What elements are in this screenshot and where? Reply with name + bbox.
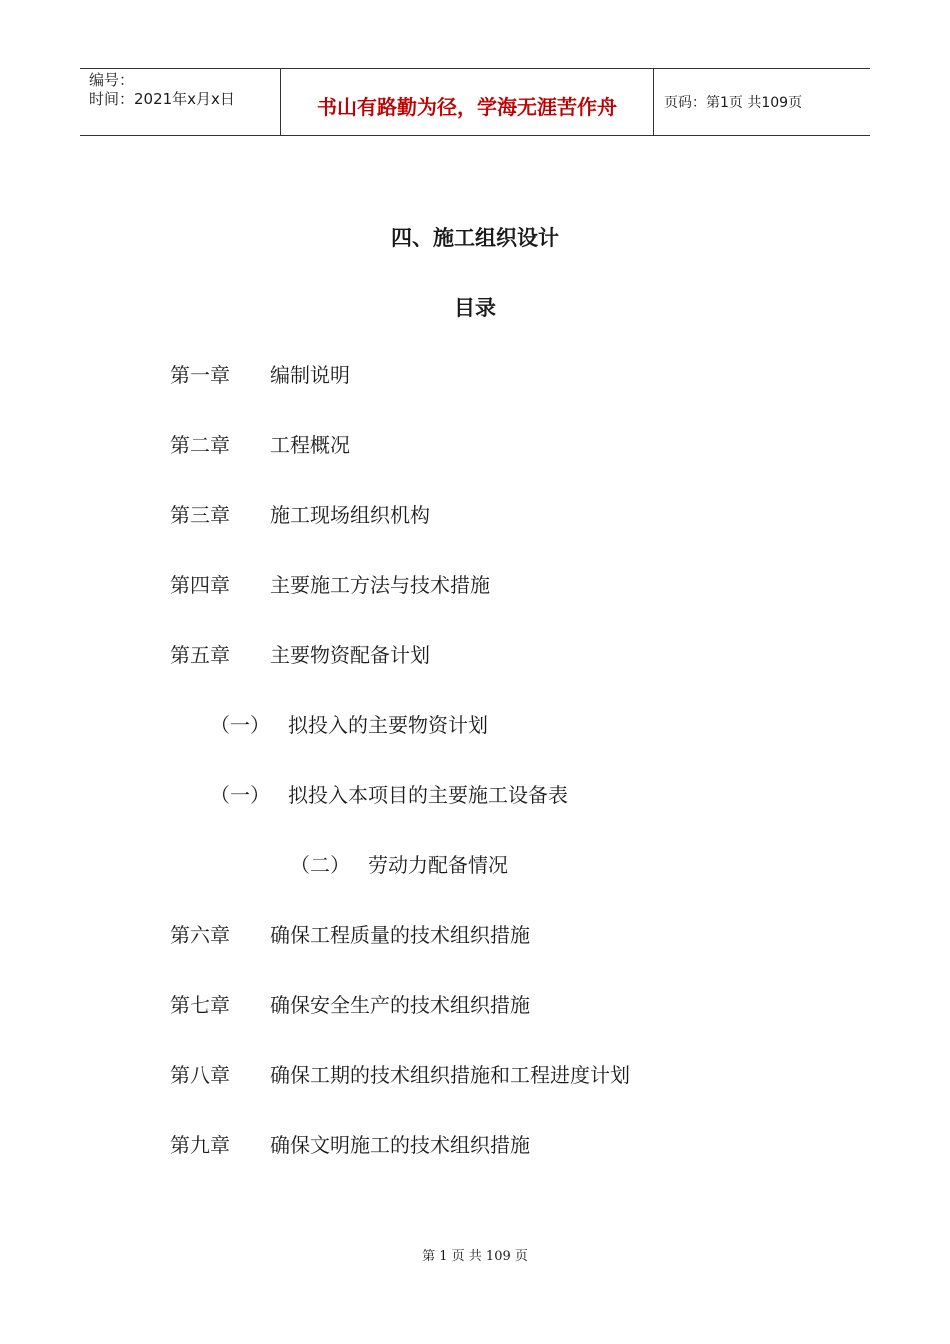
toc-item-number: 第一章	[170, 363, 230, 387]
toc-item-label: 拟投入的主要物资计划	[288, 713, 488, 737]
toc-item-number: （二）	[290, 853, 350, 877]
toc-item	[170, 1062, 630, 1088]
toc-item-label: 工程概况	[270, 433, 350, 457]
toc-item-number: 第七章	[170, 993, 230, 1017]
toc-subitem	[210, 712, 488, 738]
toc-item-number: （一）	[210, 783, 270, 807]
toc-item-label: 主要施工方法与技术措施	[270, 573, 490, 597]
toc-item	[170, 922, 530, 948]
document-title: 四、施工组织设计	[391, 226, 559, 250]
toc-item-number: （一）	[210, 713, 270, 737]
toc-item	[170, 992, 530, 1018]
toc-item-number: 第五章	[170, 643, 230, 667]
toc-item-label: 劳动力配备情况	[368, 853, 508, 877]
toc-heading: 目录	[454, 296, 496, 320]
doc-date-label: 时间：2021年x月x日	[89, 90, 235, 108]
toc-item-label: 主要物资配备计划	[270, 643, 430, 667]
toc-item	[170, 1132, 530, 1158]
toc-item	[170, 502, 430, 528]
toc-item-label: 确保文明施工的技术组织措施	[270, 1133, 530, 1157]
toc-item-label: 确保工程质量的技术组织措施	[270, 923, 530, 947]
header-page-info: 页码：第1页 共109页	[664, 95, 803, 111]
toc-item-label: 确保工期的技术组织措施和工程进度计划	[270, 1063, 630, 1087]
toc-item	[170, 572, 490, 598]
toc-item-label: 编制说明	[270, 363, 350, 387]
toc-item-number: 第六章	[170, 923, 230, 947]
toc-subitem	[290, 852, 508, 878]
toc-item-number: 第三章	[170, 503, 230, 527]
header-meta	[80, 69, 281, 135]
toc-item-number: 第八章	[170, 1063, 230, 1087]
toc-item	[170, 362, 350, 388]
page-header	[80, 68, 870, 136]
toc-item-label: 拟投入本项目的主要施工设备表	[288, 783, 568, 807]
toc-item	[170, 432, 350, 458]
page-footer: 第 1 页 共 109 页	[422, 1249, 528, 1264]
toc-subitem	[210, 782, 568, 808]
toc-item-number: 第四章	[170, 573, 230, 597]
header-motto: 书山有路勤为径，学海无涯苦作舟	[281, 69, 654, 135]
toc-item	[170, 642, 430, 668]
toc-item-number: 第二章	[170, 433, 230, 457]
toc-item-label: 确保安全生产的技术组织措施	[270, 993, 530, 1017]
toc-item-number: 第九章	[170, 1133, 230, 1157]
toc-item-label: 施工现场组织机构	[270, 503, 430, 527]
doc-number-label: 编号：	[89, 71, 135, 89]
